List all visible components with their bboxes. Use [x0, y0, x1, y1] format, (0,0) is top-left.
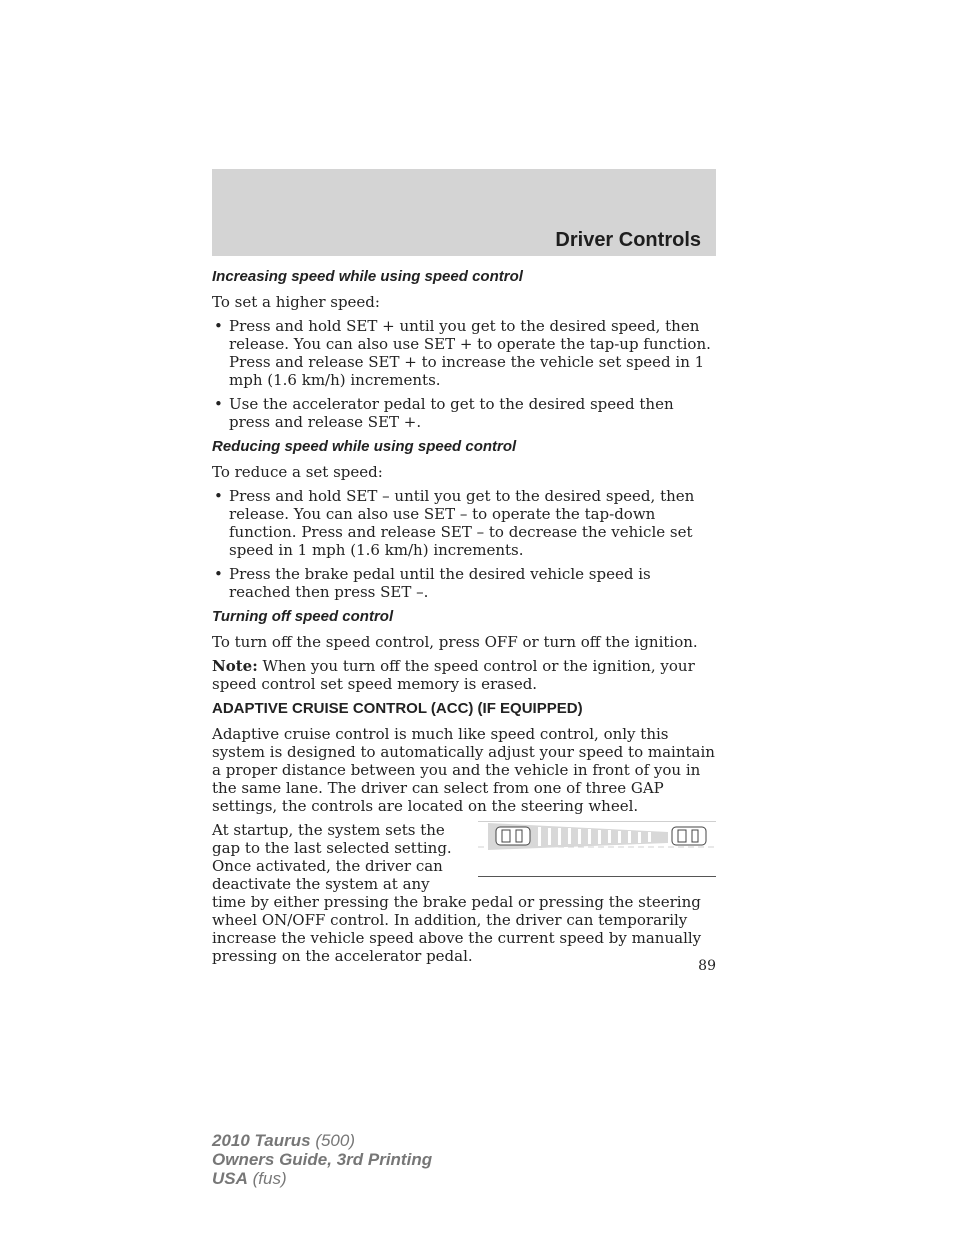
note-text: When you turn off the speed control or the ignition, your speed control set speed memory is erased. [212, 657, 695, 693]
footer-model-code: (500) [310, 1131, 356, 1150]
acc-gap-diagram [478, 821, 716, 877]
section-title: Driver Controls [555, 229, 701, 251]
heading-acc: ADAPTIVE CRUISE CONTROL (ACC) (IF EQUIPPED) [212, 700, 583, 717]
header-band [212, 169, 716, 256]
list-item: • Press and hold SET + until you get to the desired speed, then release. You can also use SET + to operate the tap-up function. Press and release SET + to increase the vehicle set speed in 1 mph (1.6 km/h) increments. [212, 317, 716, 389]
page-content [212, 267, 716, 971]
footer-line-1 [212, 1131, 432, 1150]
page-number: 89 [698, 958, 716, 974]
list-item: • Press the brake pedal until the desired vehicle speed is reached then press SET –. [212, 565, 716, 601]
footer-line-3 [212, 1169, 432, 1188]
reduce-list [212, 487, 716, 601]
acc-illustration [478, 821, 716, 877]
list-item: • Press and hold SET – until you get to the desired speed, then release. You can also use SET – to operate the tap-down function. Press and release SET – to decrease the vehicle set speed in 1 mph (1.6 km/h) increments. [212, 487, 716, 559]
increase-intro: To set a higher speed: [212, 293, 380, 311]
footer-guide: Owners Guide, 3rd Printing [212, 1150, 433, 1169]
reduce-intro: To reduce a set speed: [212, 463, 383, 481]
footer-model: 2010 Taurus [212, 1131, 311, 1150]
heading-reducing-speed: Reducing speed while using speed control [212, 438, 517, 455]
footer-region-code: (fus) [247, 1169, 287, 1188]
note-paragraph [212, 657, 716, 693]
acc-paragraph-1: Adaptive cruise control is much like speed control, only this system is designed to automatically adjust your speed to maintain a proper distance between you and the vehicle in front of you in the same lane. The driver can select from one of three GAP settings, the controls are located on the steering wheel. [212, 725, 715, 815]
increase-list [212, 317, 716, 431]
heading-increasing-speed: Increasing speed while using speed control [212, 268, 523, 285]
footer-line-2 [212, 1150, 432, 1169]
heading-turning-off: Turning off speed control [212, 608, 394, 625]
acc-paragraph-2: At startup, the system sets the gap to the last selected setting. Once activated, the driver can deactivate the system at any time by either pressing the brake pedal or pressing the steering wheel ON/OFF control. In addition, the driver can temporarily increase the vehicle speed above the current speed by manually pressing on the accelerator pedal. [212, 821, 702, 965]
note-label: Note: [212, 657, 258, 675]
turn-off-text: To turn off the speed control, press OFF or turn off the ignition. [212, 633, 698, 651]
list-item: • Use the accelerator pedal to get to the desired speed then press and release SET +. [212, 395, 716, 431]
footer [212, 1131, 432, 1188]
footer-region: USA [212, 1169, 248, 1188]
